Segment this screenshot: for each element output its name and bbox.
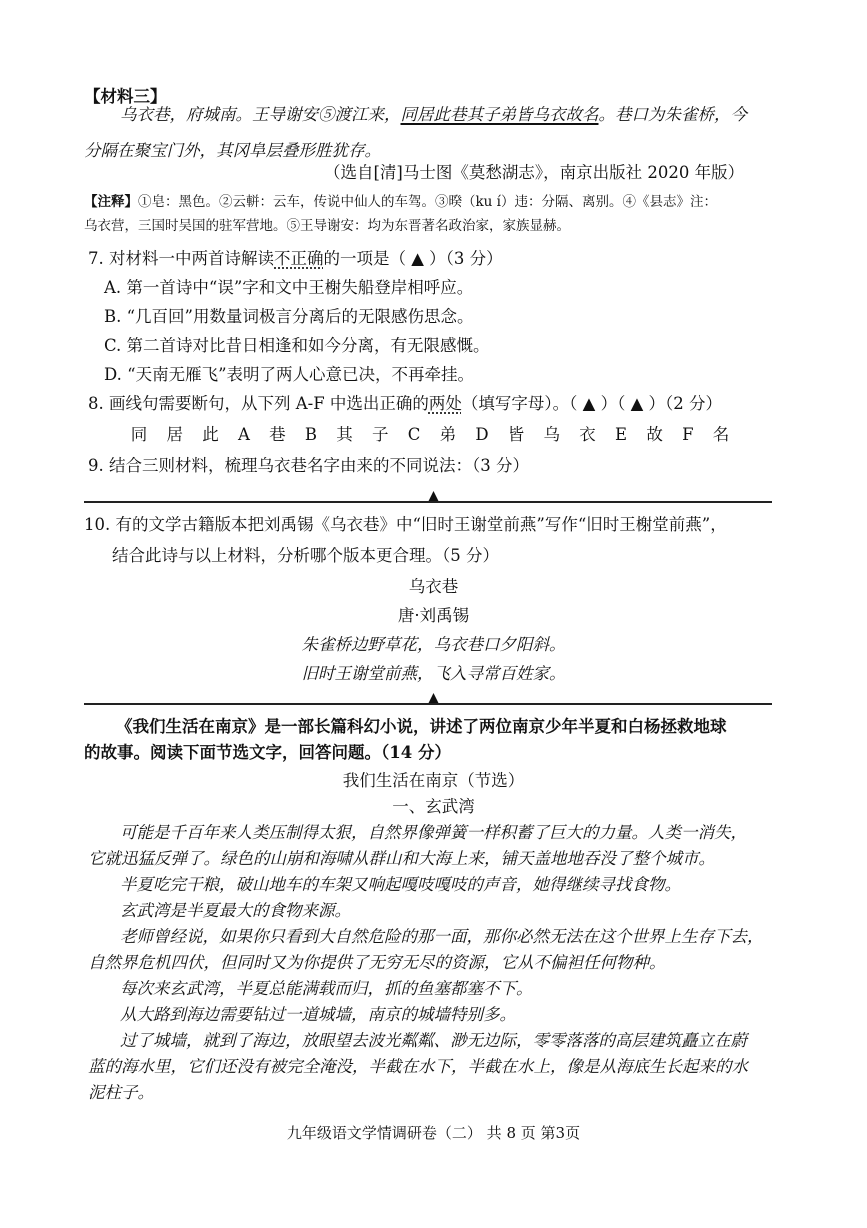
paragraph-line: 半夏吃完干粮，破山地车的车架又响起嘎吱嘎吱的声音，她得继续寻找食物。 (120, 875, 681, 894)
reading-intro-line2: 的故事。阅读下面节选文字，回答问题。（14 分） (84, 743, 451, 762)
q10-answer-mark: ▲ (428, 690, 439, 706)
paragraph-line: 蓝的海水里，它们还没有被完全淹没，半截在水下，半截在水上，像是从海底生长起来的水 (88, 1057, 748, 1076)
paragraph-line: 过了城墙，就到了海边，放眼望去波光粼粼、渺无边际，零零落落的高层建筑矗立在蔚 (120, 1031, 747, 1050)
poem-line-2: 旧时王谢堂前燕，飞入寻常百姓家。 (301, 664, 566, 683)
page-footer: 九年级语文学情调研卷（二） 共 8 页 第3页 (286, 1124, 581, 1142)
paragraph-line: 可能是千百年来人类压制得太狠，自然界像弹簧一样积蓄了巨大的力量。人类一消失， (120, 823, 747, 842)
paragraph-line: 泥柱子。 (88, 1083, 154, 1102)
material3-note-line2: 乌衣营，三国时吴国的驻军营地。⑤王导谢安：均为东晋著名政治家，家族显赫。 (84, 218, 570, 234)
q10-answer-line (84, 703, 772, 705)
paragraph-line: 它就迅猛反弹了。绿色的山崩和海啸从群山和大海上来，铺天盖地地吞没了整个城市。 (88, 849, 715, 868)
q9-answer-mark: ▲ (428, 488, 439, 504)
paragraph-line: 老师曾经说，如果你只看到大自然危险的那一面，那你必然无法在这个世界上生存下去， (120, 927, 764, 946)
note-label: 【注释】 (84, 194, 138, 210)
q8-stem-a: 8. 画线句需要断句，从下列 A-F 中选出正确的 (88, 394, 429, 413)
q7-stem-emphasis: 不正确 (274, 249, 324, 268)
paragraph-line: 玄武湾是半夏最大的食物来源。 (120, 901, 351, 920)
q7-option-d: D. “天南无雁飞”表明了两人心意已决，不再牵挂。 (104, 365, 475, 384)
material3-text-a: 乌衣巷，府城南。王导谢安⑤渡江来， (120, 105, 401, 124)
reading-title: 我们生活在南京（节选） (342, 771, 525, 790)
material3-heading: 【材料三】 (84, 87, 167, 106)
q7-option-c: C. 第二首诗对比昔日相逢和如今分离，有无限感慨。 (104, 336, 490, 355)
material3-source: （选自[清]马士图《莫愁湖志》，南京出版社 2020 年版） (324, 163, 745, 182)
paragraph-line: 每次来玄武湾，半夏总能满载而归，抓的鱼塞都塞不下。 (120, 979, 533, 998)
q7-stem-b: 的一项是（ ▲ ）（3 分） (323, 249, 503, 268)
q8-stem-b: （填写字母）。（ ▲ ）（ ▲ ）（2 分） (461, 394, 723, 413)
reading-intro-line1: 《我们生活在南京》是一部长篇科幻小说，讲述了两位南京少年半夏和白杨拯救地球 (116, 717, 727, 736)
paragraph-line: 从大路到海边需要钻过一道城墙，南京的城墙特别多。 (120, 1005, 516, 1024)
q10-stem-line1: 10. 有的文学古籍版本把刘禹锡《乌衣巷》中“旧时王谢堂前燕”写作“旧时王榭堂前燕”， (84, 515, 727, 534)
q7-option-a: A. 第一首诗中“误”字和文中王榭失船登岸相呼应。 (104, 278, 474, 297)
note-text-1: ①皂：黑色。②云軿：云车，传说中仙人的车驾。③暌（ku í）违：分隔、离别。④《县志》注： (138, 194, 717, 210)
q8-stem-emphasis: 两处 (428, 394, 462, 413)
material3-paragraph-line1 (120, 104, 747, 126)
poem-title: 乌衣巷 (408, 577, 459, 596)
material3-note-line1 (84, 191, 717, 213)
material3-paragraph-line2: 分隔在聚宝门外，其冈阜层叠形胜犹存。 (84, 141, 381, 160)
q7-option-b: B. “几百回”用数量词极言分离后的无限感伤思念。 (104, 307, 474, 326)
material3-text-b: 。巷口为朱雀桥，今 (598, 105, 747, 124)
q7-stem-a: 7. 对材料一中两首诗解读 (88, 249, 274, 268)
q10-stem-line2: 结合此诗与以上材料，分析哪个版本更合理。（5 分） (112, 546, 499, 565)
q9-stem: 9. 结合三则材料，梳理乌衣巷名字由来的不同说法：（3 分） (88, 456, 529, 475)
q9-answer-line (84, 501, 772, 503)
underlined-sentence: 同居此巷其子弟皆乌衣故名 (400, 105, 599, 124)
poem-line-1: 朱雀桥边野草花，乌衣巷口夕阳斜。 (301, 635, 566, 654)
paragraph-line: 自然界危机四伏，但同时又为你提供了无穷无尽的资源，它从不偏袒任何物种。 (88, 953, 666, 972)
q8-stem (88, 393, 722, 415)
poem-author: 唐·刘禹锡 (397, 606, 470, 625)
q7-stem (88, 248, 503, 270)
q8-sentence: 同 居 此 A 巷 B 其 子 C 弟 D 皆 乌 衣 E 故 F 名 (130, 425, 737, 444)
reading-section-title: 一、玄武湾 (392, 797, 475, 816)
